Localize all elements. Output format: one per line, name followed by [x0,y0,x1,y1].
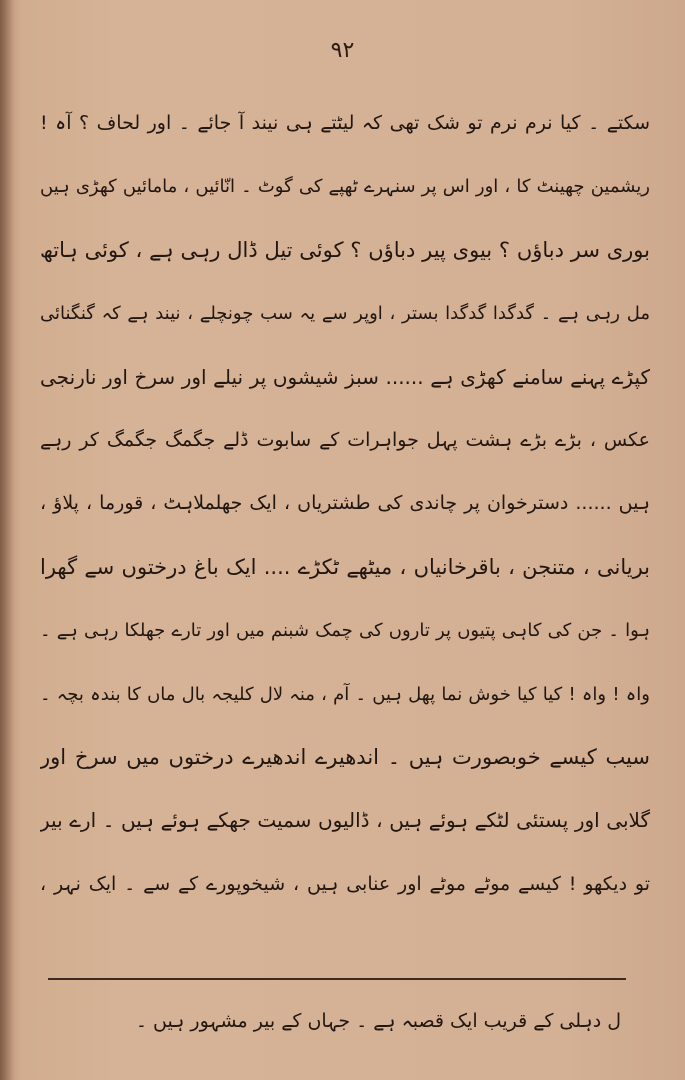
text-line: مل رہی ہے ۔ گدگدا گدگدا بستر ، اوپر سے یہ سب چونچلے ، نیند ہے کہ گنگنائی [40,303,650,325]
text-line: ہیں ...... دسترخوان پر چاندی کی طشتریاں ، ایک جھلملاہٹ ، قورما ، پلاؤ ، [40,492,650,515]
page-gutter-shadow [0,0,14,1080]
page-number: ۹۲ [330,38,355,63]
text-line: سیب کیسے خوبصورت ہیں ۔ اندھیرے اندھیرے درختوں میں سرخ اور [40,744,650,769]
text-line: بوری سر دباؤں ؟ بیوی پیر دباؤں ؟ کوئی تیل ڈال رہی ہے ، کوئی ہاتھ [40,237,650,262]
text-line: گلابی اور پستئی لٹکے ہوئے ہیں ، ڈالیوں سمیت جھکے ہوئے ہیں ۔ ارے بیر [40,808,650,833]
footnote-divider [48,978,626,980]
text-line: سکتے ۔ کیا نرم نرم تو شک تھی کہ لیٹتے ہی نیند آ جائے ۔ اور لحاف ؟ آہ ! [40,112,650,134]
body-text [40,92,650,916]
text-line: بریانی ، متنجن ، باقرخانیاں ، میٹھے ٹکڑے .... ایک باغ درختوں سے گھرا [40,554,650,579]
text-line: ریشمین چھینٹ کا ، اور اس پر سنہرے ٹھپے کی گوٹ ۔ انّائیں ، مامائیں کھڑی ہیں [40,176,650,198]
text-line: تو دیکھو ! کیسے موٹے موٹے اور عنابی ہیں ، شیخوپورے کے سے ۔ ایک نہر ، [40,872,650,895]
footnote: ل دہلی کے قریب ایک قصبہ ہے ۔ جہاں کے بیر مشہور ہیں ۔ [135,1010,621,1032]
text-line: واہ ! واہ ! کیا کیا خوش نما پھل ہیں ۔ آم ، منہ لال کلیجہ بال ماں کا بندہ بچہ ۔ [40,683,650,705]
text-line: عکس ، بڑے بڑے ہشت پہل جواہرات کے سابوت ڈلے جگمگ جگمگ کر رہے [40,428,650,451]
text-line: کپڑے پہنے سامنے کھڑی ہے ...... سبز شیشوں پر نیلے اور سرخ اور نارنجی [40,364,650,389]
text-line: ہوا ۔ جن کی کاہی پتیوں پر تاروں کی چمک شبنم میں اور تارے جھلکا رہی ہے ۔ [40,620,650,642]
